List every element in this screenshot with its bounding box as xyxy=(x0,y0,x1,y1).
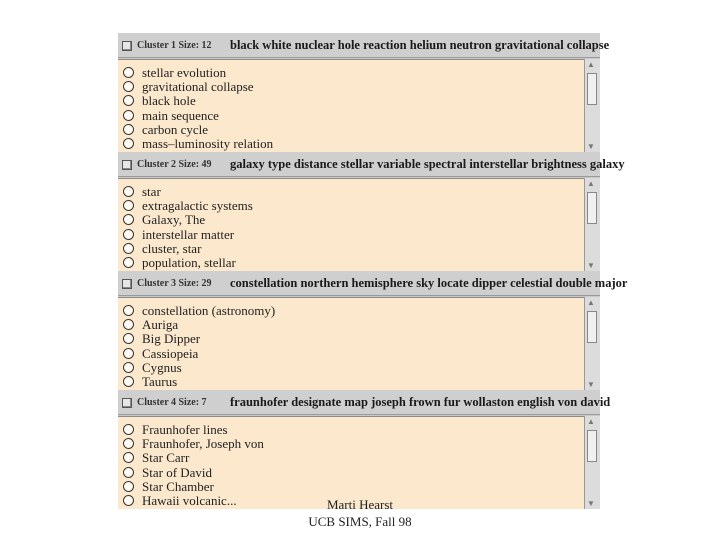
radio-button[interactable] xyxy=(123,95,134,106)
cluster-header[interactable] xyxy=(118,152,625,177)
cluster-topic-terms: galaxy type distance stellar variable spectral interstellar brightness galaxy xyxy=(230,157,625,171)
cluster-topic-terms: constellation northern hemisphere sky locate dipper celestial double major xyxy=(230,276,628,290)
radio-button[interactable] xyxy=(123,452,134,463)
vertical-scrollbar[interactable] xyxy=(584,416,600,509)
cluster-header[interactable] xyxy=(118,33,610,58)
footer-affiliation: UCB SIMS, Fall 98 xyxy=(308,514,412,529)
title-list xyxy=(118,59,584,152)
list-item[interactable] xyxy=(123,199,584,213)
list-item[interactable] xyxy=(123,213,584,227)
item-title: main sequence xyxy=(142,107,219,123)
list-item[interactable] xyxy=(123,228,584,242)
cluster-panel-1 xyxy=(118,33,610,152)
list-item[interactable] xyxy=(123,123,584,137)
list-item[interactable] xyxy=(123,304,584,318)
list-item[interactable] xyxy=(123,185,584,199)
item-title: Fraunhofer, Joseph von xyxy=(142,436,264,452)
scroll-thumb[interactable] xyxy=(587,430,597,462)
item-title: black hole xyxy=(142,93,196,109)
triangle-down-icon[interactable]: ▼ xyxy=(587,142,595,151)
triangle-down-icon[interactable]: ▼ xyxy=(587,380,595,389)
vertical-scrollbar[interactable] xyxy=(584,178,600,271)
radio-button[interactable] xyxy=(123,305,134,316)
radio-button[interactable] xyxy=(123,481,134,492)
cluster-topic-terms: black white nuclear hole reaction helium neutron gravitational collapse xyxy=(230,38,610,52)
cluster-size-label: Cluster 2 Size: 49 xyxy=(137,159,212,170)
item-title: Galaxy, The xyxy=(142,212,206,228)
item-title: Cassiopeia xyxy=(142,345,199,361)
triangle-up-icon[interactable]: ▲ xyxy=(587,179,595,188)
cluster-header[interactable] xyxy=(118,390,611,415)
radio-button[interactable] xyxy=(123,333,134,344)
list-item[interactable] xyxy=(123,361,584,375)
radio-button[interactable] xyxy=(123,257,134,268)
item-title: Cygnus xyxy=(142,359,182,375)
vertical-scrollbar[interactable] xyxy=(584,297,600,390)
radio-button[interactable] xyxy=(123,110,134,121)
item-title: Fraunhofer lines xyxy=(142,422,228,437)
title-list xyxy=(118,178,584,271)
item-title: Big Dipper xyxy=(142,331,201,347)
toggle-button[interactable] xyxy=(122,160,132,170)
scroll-thumb[interactable] xyxy=(587,192,597,224)
item-title: carbon cycle xyxy=(142,121,209,137)
item-title: Hawaii volcanic... xyxy=(142,492,237,508)
radio-button[interactable] xyxy=(123,467,134,478)
cluster-panel-3 xyxy=(118,271,628,390)
radio-button[interactable] xyxy=(123,67,134,78)
radio-button[interactable] xyxy=(123,376,134,387)
list-item[interactable] xyxy=(123,480,584,494)
list-item[interactable] xyxy=(123,66,584,80)
vertical-scrollbar[interactable] xyxy=(584,59,600,152)
list-item[interactable] xyxy=(123,94,584,108)
toggle-button[interactable] xyxy=(122,41,132,51)
cluster-size-label: Cluster 3 Size: 29 xyxy=(137,278,212,289)
radio-button[interactable] xyxy=(123,424,134,435)
cluster-panel-4 xyxy=(118,390,611,509)
item-title: gravitational collapse xyxy=(142,79,254,95)
item-title: Auriga xyxy=(142,317,179,333)
radio-button[interactable] xyxy=(123,243,134,254)
radio-button[interactable] xyxy=(123,438,134,449)
list-item[interactable] xyxy=(123,318,584,332)
triangle-up-icon[interactable]: ▲ xyxy=(587,417,595,426)
cluster-size-label: Cluster 1 Size: 12 xyxy=(137,40,212,51)
triangle-up-icon[interactable]: ▲ xyxy=(587,60,595,69)
triangle-up-icon[interactable]: ▲ xyxy=(587,298,595,307)
footer-author: Marti Hearst xyxy=(326,497,394,512)
cluster-header[interactable] xyxy=(118,271,628,296)
item-title: mass–luminosity relation xyxy=(142,135,274,151)
list-item[interactable] xyxy=(123,423,584,437)
radio-button[interactable] xyxy=(123,200,134,211)
item-title: Star Carr xyxy=(142,450,190,466)
list-item[interactable] xyxy=(123,375,584,389)
radio-button[interactable] xyxy=(123,138,134,149)
list-item[interactable] xyxy=(123,80,584,94)
list-item[interactable] xyxy=(123,451,584,465)
cluster-size-label: Cluster 4 Size: 7 xyxy=(137,397,207,408)
list-item[interactable] xyxy=(123,242,584,256)
list-item[interactable] xyxy=(123,256,584,270)
toggle-button[interactable] xyxy=(122,279,132,289)
triangle-down-icon[interactable]: ▼ xyxy=(587,261,595,270)
list-item[interactable] xyxy=(123,466,584,480)
list-item[interactable] xyxy=(123,332,584,346)
item-title: constellation (astronomy) xyxy=(142,303,276,318)
item-title: cluster, star xyxy=(142,240,202,256)
item-title: interstellar matter xyxy=(142,226,235,242)
item-title: population, stellar xyxy=(142,254,236,270)
radio-button[interactable] xyxy=(123,214,134,225)
radio-button[interactable] xyxy=(123,124,134,135)
title-list xyxy=(118,297,584,390)
list-item[interactable] xyxy=(123,137,584,151)
cluster-topic-terms: fraunhofer designate map joseph frown fur wollaston english von david xyxy=(230,395,611,409)
radio-button[interactable] xyxy=(123,348,134,359)
list-item[interactable] xyxy=(123,347,584,361)
radio-button[interactable] xyxy=(123,362,134,373)
list-item[interactable] xyxy=(123,109,584,123)
item-title: extragalactic systems xyxy=(142,198,253,214)
toggle-button[interactable] xyxy=(122,398,132,408)
scroll-thumb[interactable] xyxy=(587,311,597,343)
cluster-panel-2 xyxy=(118,152,625,271)
radio-button[interactable] xyxy=(123,229,134,240)
radio-button[interactable] xyxy=(123,81,134,92)
list-item[interactable] xyxy=(123,437,584,451)
item-title: Star of David xyxy=(142,464,213,480)
scroll-thumb[interactable] xyxy=(587,73,597,105)
title-list xyxy=(118,416,584,509)
item-title: star xyxy=(142,184,161,199)
item-title: Star Chamber xyxy=(142,478,214,494)
radio-button[interactable] xyxy=(123,186,134,197)
triangle-down-icon[interactable]: ▼ xyxy=(587,499,595,508)
item-title: stellar evolution xyxy=(142,65,227,80)
item-title: Taurus xyxy=(142,373,178,389)
radio-button[interactable] xyxy=(123,319,134,330)
